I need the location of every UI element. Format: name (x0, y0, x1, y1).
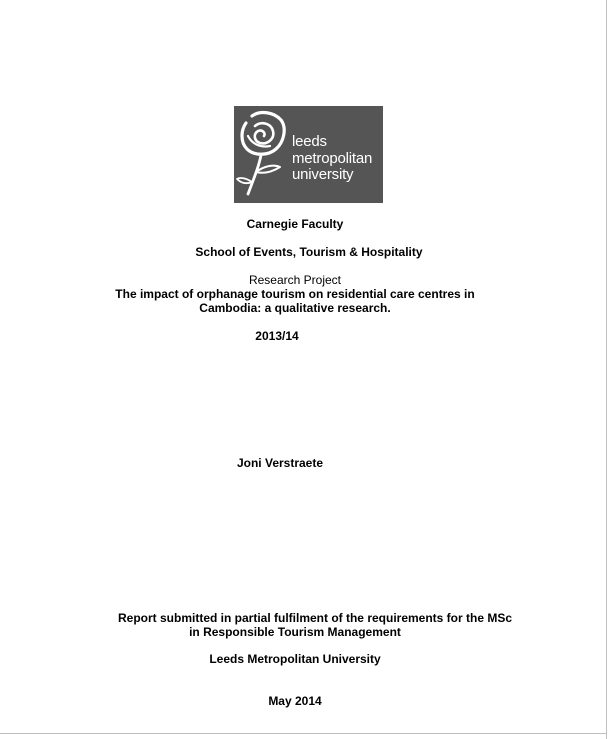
university-logo (234, 106, 383, 203)
academic-year: 2013/14 (255, 329, 299, 343)
logo-text-university: university (292, 166, 354, 183)
title-line-1: The impact of orphanage tourism on residential care centres in (115, 287, 475, 301)
rose-icon (234, 106, 294, 203)
university-name: Leeds Metropolitan University (209, 652, 381, 666)
submission-line-2: in Responsible Tourism Management (189, 625, 401, 639)
submission-line-1: Report submitted in partial fulfilment of the requirements for the MSc (117, 611, 513, 625)
faculty-name: Carnegie Faculty (246, 217, 344, 231)
logo-text-metropolitan: metropolitan (292, 150, 373, 167)
page-edge-bottom (0, 733, 607, 734)
submission-date: May 2014 (268, 694, 322, 708)
project-label: Research Project (248, 273, 342, 287)
logo-text-leeds: leeds (292, 133, 327, 150)
author-name: Joni Verstraete (236, 456, 324, 470)
title-line-2: Cambodia: a qualitative research. (199, 301, 391, 315)
school-name: School of Events, Tourism & Hospitality (195, 245, 423, 259)
page-edge-right (606, 0, 607, 739)
